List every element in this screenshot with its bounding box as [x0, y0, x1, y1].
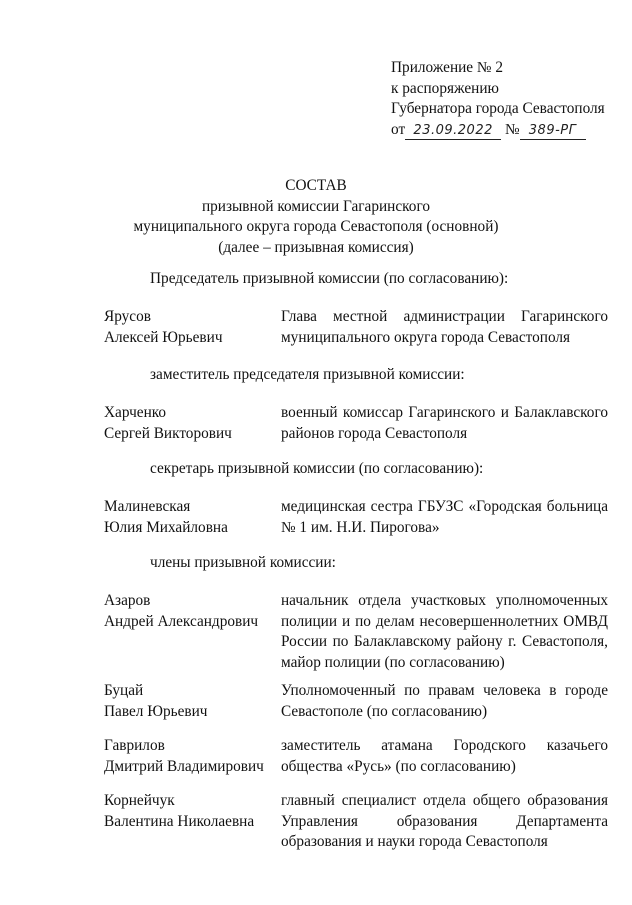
person-given-names: Дмитрий Владимирович — [104, 757, 264, 775]
annex-line-1: Приложение № 2 — [391, 59, 503, 76]
person-surname: Азаров — [104, 592, 151, 609]
handwritten-date: 23.09.2022 — [405, 123, 501, 140]
person-given-names: Юлия Михайловна — [104, 518, 228, 536]
person-name — [104, 681, 274, 722]
person-given-names: Валентина Николаевна — [104, 812, 255, 830]
person-name — [104, 791, 274, 832]
title-line-2: муниципального округа города Севастополя (основной) — [133, 218, 499, 235]
number-prefix: № — [504, 120, 520, 138]
role-chairman: Председатель призывной комиссии (по согласованию): — [150, 270, 509, 287]
person-surname: Гаврилов — [104, 737, 165, 754]
person-name — [104, 591, 274, 632]
person-surname: Буцай — [104, 682, 144, 699]
title-line-1: призывной комиссии Гагаринского — [201, 197, 431, 215]
person-name — [104, 307, 274, 348]
date-prefix: от — [391, 120, 406, 138]
person-surname: Корнейчук — [104, 792, 175, 809]
person-position: Глава местной администрации Гагаринского муниципального округа города Севастополя — [281, 308, 608, 346]
annex-line-3: Губернатора города Севастополя — [391, 100, 605, 117]
person-given-names: Алексей Юрьевич — [104, 328, 223, 346]
document-title — [0, 176, 632, 258]
annex-line-2: к распоряжению — [391, 79, 499, 97]
role-deputy: заместитель председателя призывной комиссии: — [150, 366, 465, 383]
person-position: заместитель атамана Городского казачьего общества «Русь» (по согласованию) — [281, 737, 608, 775]
person-given-names: Павел Юрьевич — [104, 702, 208, 720]
annex-date-line — [391, 120, 621, 141]
title-line-3: (далее – призывная комиссия) — [218, 238, 414, 256]
person-position: начальник отдела участковых уполномоченных полиции и по делам несовершеннолетних ОМВД России по Балаклавскому району г. Севастополя, майор полиции (по согласованию) — [281, 592, 608, 671]
person-position: военный комиссар Гагаринского и Балаклавского районов города Севастополя — [281, 404, 608, 442]
role-secretary: секретарь призывной комиссии (по согласованию): — [150, 460, 484, 477]
person-given-names: Сергей Викторович — [104, 424, 232, 442]
person-name — [104, 736, 274, 777]
title-heading: СОСТАВ — [285, 177, 347, 194]
person-surname: Малиневская — [104, 498, 191, 515]
person-surname: Ярусов — [104, 308, 151, 325]
person-position: медицинская сестра ГБУЗС «Городская больница № 1 им. Н.И. Пирогова» — [281, 498, 608, 536]
person-name — [104, 403, 274, 444]
person-given-names: Андрей Александрович — [104, 612, 259, 630]
person-position: Уполномоченный по правам человека в городе Севастополе (по согласованию) — [281, 682, 608, 720]
person-name — [104, 497, 274, 538]
person-surname: Харченко — [104, 404, 167, 421]
handwritten-number: 389-РГ — [520, 123, 586, 140]
person-position: главный специалист отдела общего образования Управления образования Департамента образования и науки города Севастополя — [281, 792, 608, 850]
annex-header — [391, 58, 621, 140]
role-members: члены призывной комиссии: — [150, 554, 336, 571]
